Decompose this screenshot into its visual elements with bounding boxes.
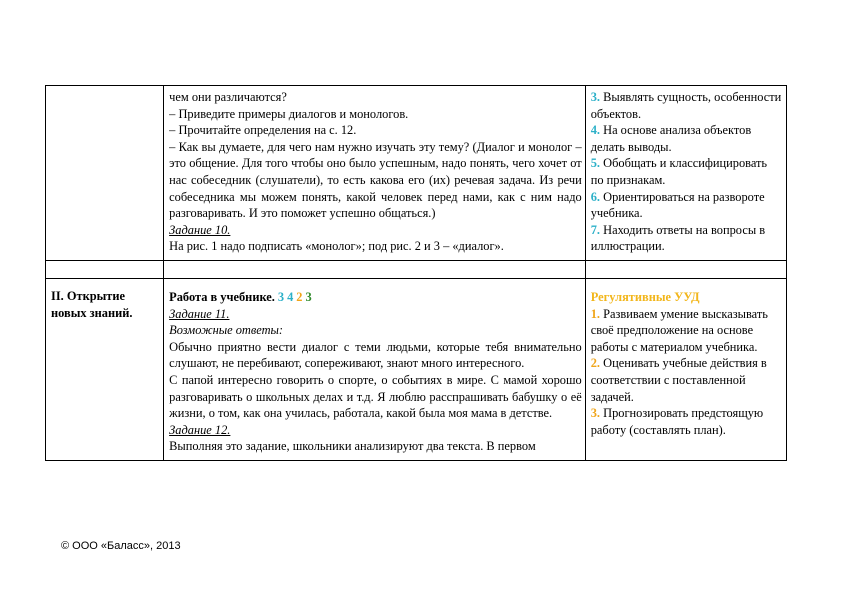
text-paragraph: С папой интересно говорить о спорте, о событиях в мире. С мамой хорошо разговаривать о школьных делах и т.д. Я люблю расспрашивать бабушку о её жизни, о том, как она училась, работала, какой была моя мама в детстве.: [169, 372, 582, 421]
text-line: – Приведите примеры диалогов и монологов.: [169, 106, 409, 121]
stage-title: II. Открытие новых знаний.: [46, 278, 164, 460]
lesson-table: [45, 85, 787, 461]
uud-cell: [585, 278, 786, 460]
text-line: чем они различаются?: [169, 90, 287, 104]
uud-item: 4. На основе анализа объектов делать выводы.: [590, 123, 752, 154]
table-row: [46, 86, 787, 261]
uud-item: 5. Обобщать и классифицировать по признакам.: [590, 156, 768, 187]
text-line: – Прочитайте определения на с. 12.: [169, 123, 357, 138]
text-paragraph: – Как вы думаете, для чего нам нужно изучать эту тему? (Диалог и монолог – это общение. Для того чтобы оно было успешным, надо понять, чего хочет от нас собеседник (слушатели), то есть какова его (их) речевая задача. Из речи собеседника мы можем понять, какой человек перед нами, как с ним надо разговаривать. И это поможет успешно общаться.): [169, 139, 582, 221]
task-text: На рис. 1 надо подписать «монолог»; под рис. 2 и 3 – «диалог».: [169, 239, 504, 254]
uud-cell: [585, 86, 786, 261]
task-label: Задание 12.: [169, 422, 231, 437]
uud-item: 6. Ориентироваться на развороте учебника.: [590, 189, 765, 221]
uud-title: Регулятивные УУД: [590, 289, 700, 304]
table-row: [46, 278, 787, 460]
stage-cell-empty: [46, 86, 164, 261]
copyright-footer: © ООО «Баласс», 2013: [61, 540, 181, 552]
text-paragraph: Выполняя это задание, школьники анализируют два текста. В первом: [169, 439, 536, 454]
task-label: Задание 11.: [169, 306, 230, 321]
section-heading: Работа в учебнике. 3 4 2 3: [169, 289, 312, 304]
activity-cell: [164, 278, 586, 460]
uud-item: 3. Выявлять сущность, особенности объектов.: [590, 90, 782, 121]
uud-item: 2. Оценивать учебные действия в соответствии с поставленной задачей.: [590, 356, 767, 404]
task-label: Задание 10.: [169, 222, 231, 237]
row-gap: [46, 260, 787, 278]
uud-item: 7. Находить ответы на вопросы в иллюстрации.: [590, 222, 766, 254]
text-paragraph: Обычно приятно вести диалог с теми людьми, которые тебя внимательно слушают, не перебивают, сопереживают, знают много интересного.: [169, 339, 582, 371]
uud-item: 1. Развиваем умение высказывать своё предположение на основе работы с материалом учебника.: [590, 306, 768, 354]
uud-item: 3. Прогнозировать предстоящую работу (составлять план).: [590, 406, 764, 437]
activity-cell: [164, 86, 586, 261]
answers-label: Возможные ответы:: [169, 323, 284, 338]
